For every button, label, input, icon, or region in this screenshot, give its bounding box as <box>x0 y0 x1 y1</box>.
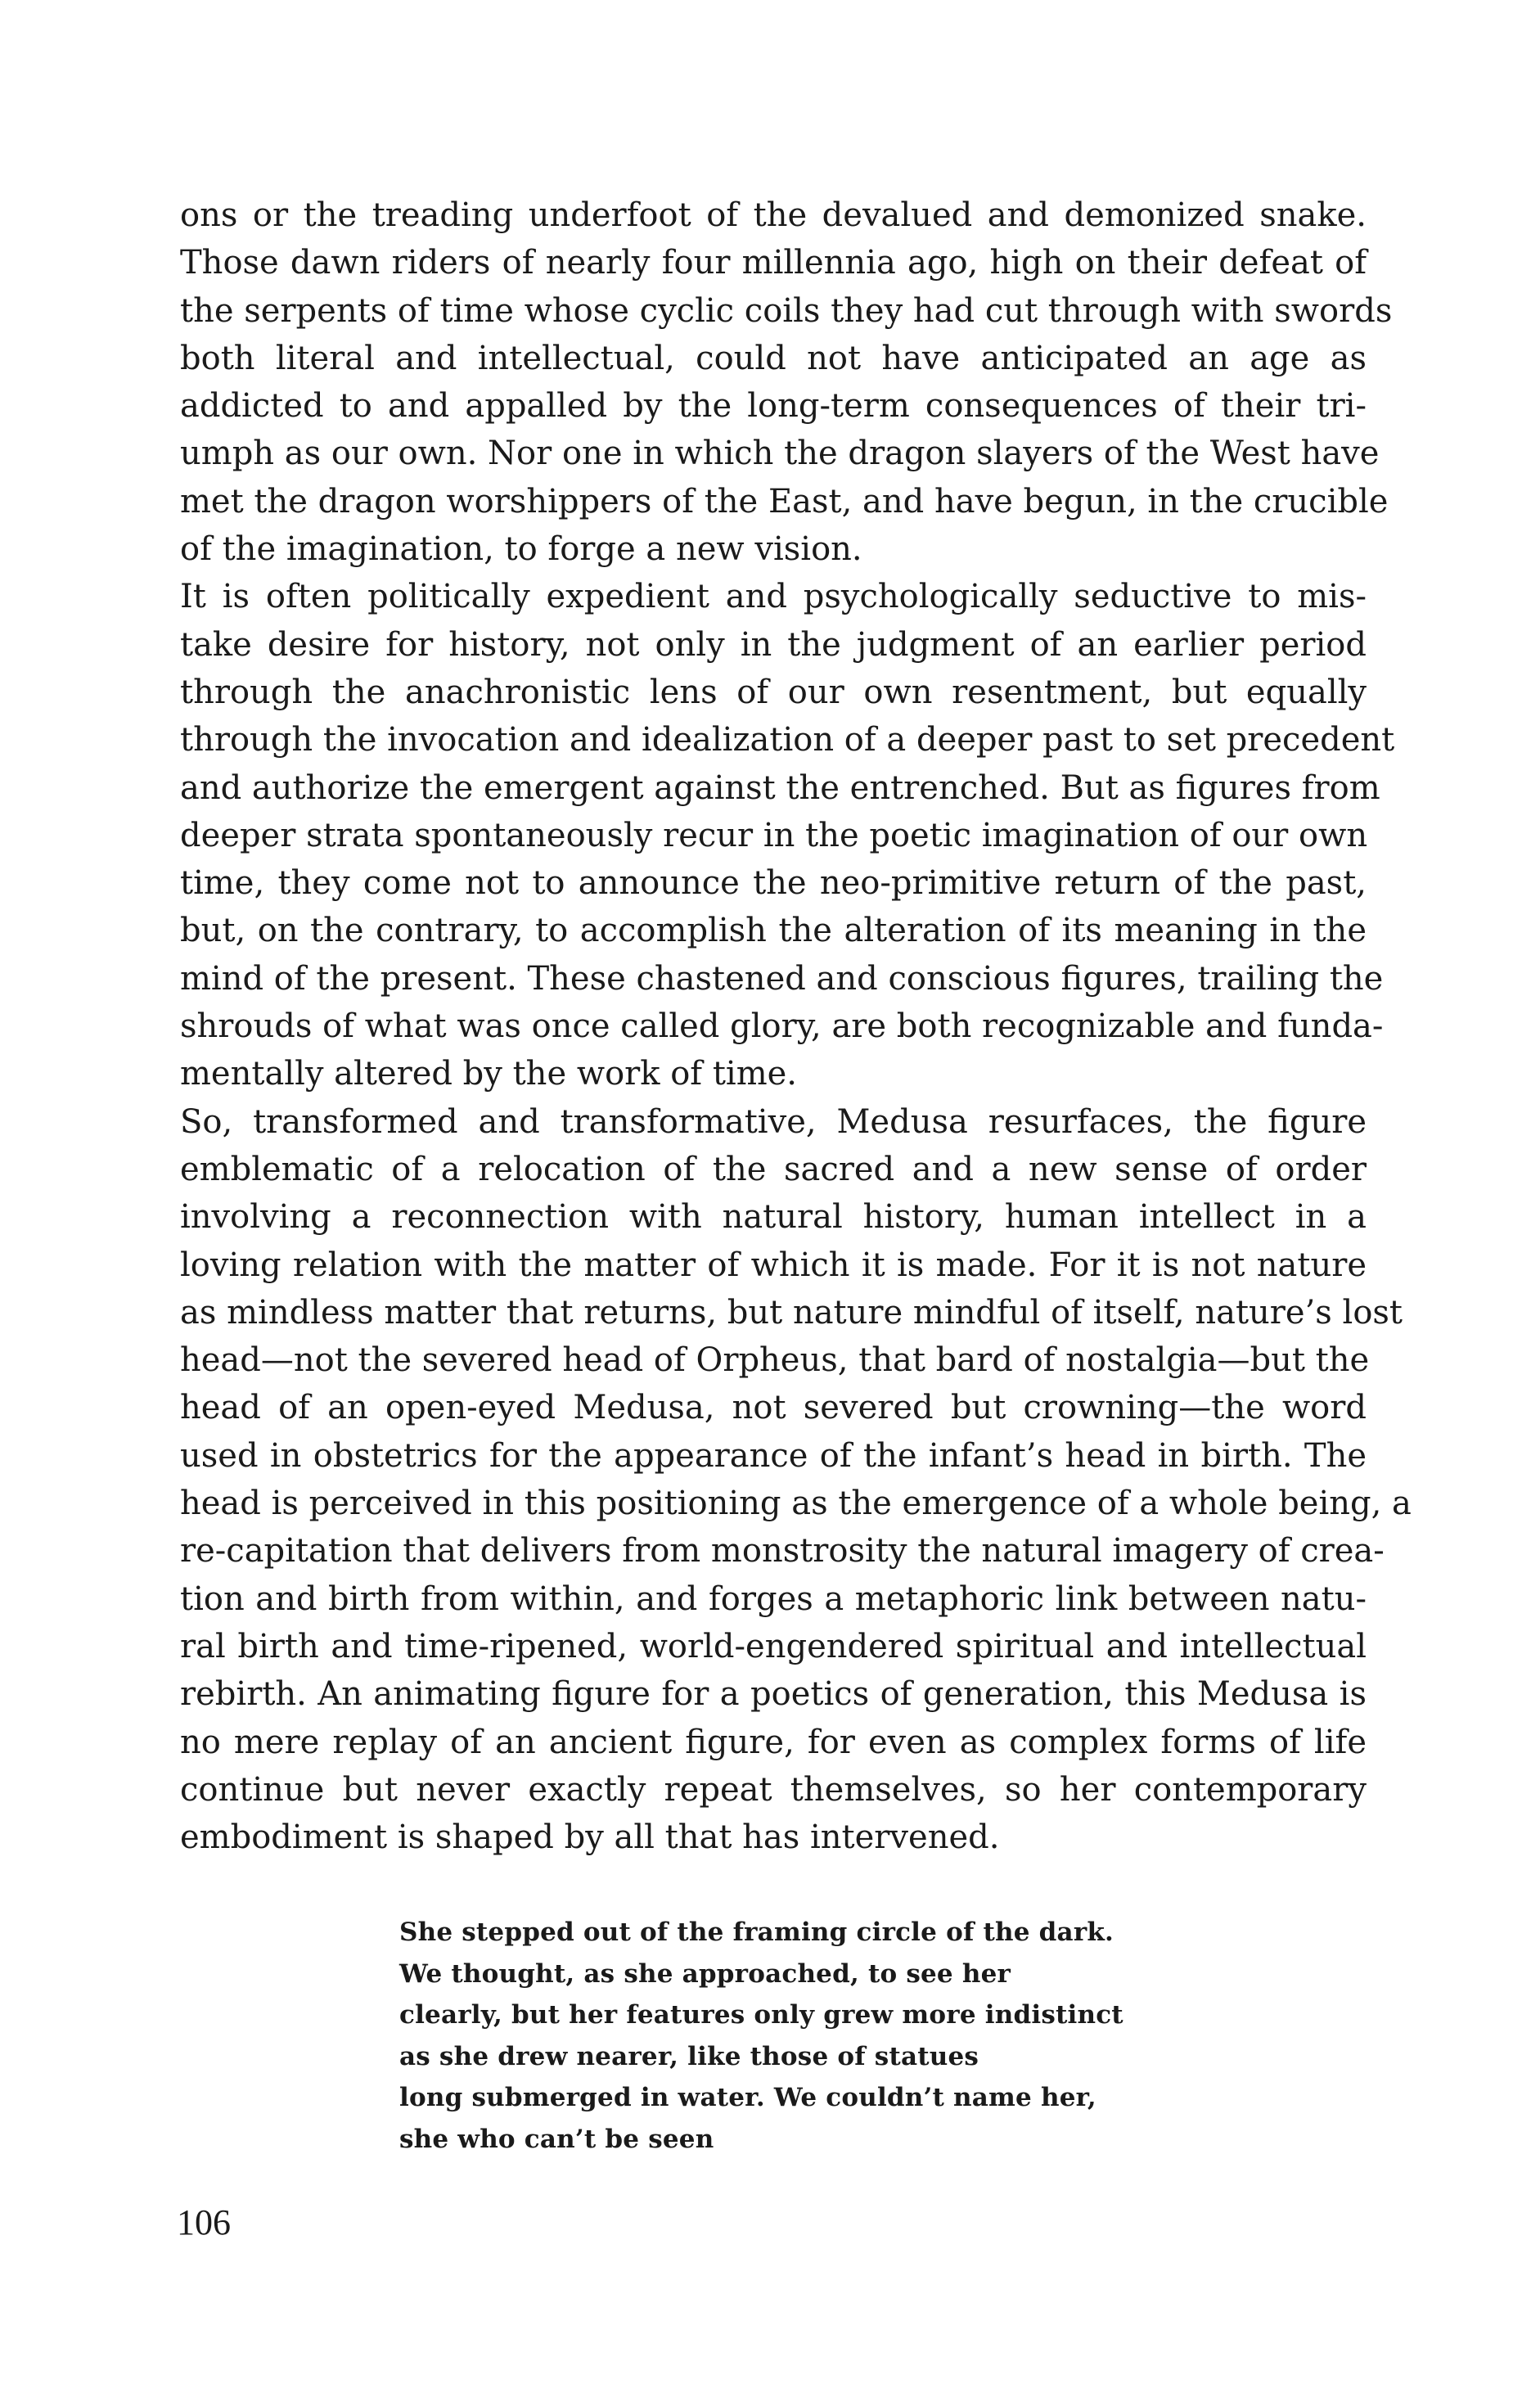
body-line: met the dragon worshippers of the East, and have begun, in the crucible <box>180 482 1389 521</box>
poem-line: she who can’t be seen <box>399 2124 714 2154</box>
page-number: 106 <box>177 2202 231 2242</box>
body-line: tion and birth from within, and forges a metaphoric link between natu- <box>180 1580 1367 1618</box>
body-line: but, on the contrary, to accomplish the alteration of its meaning in the <box>180 912 1367 950</box>
body-line: Those dawn riders of nearly four millennia ago, high on their defeat of <box>180 244 1367 282</box>
body-line: mind of the present. These chastened and conscious figures, trailing the <box>180 959 1384 998</box>
body-line: mentally altered by the work of time. <box>180 1055 798 1093</box>
poem-line: long submerged in water. We couldn’t name her, <box>399 2083 1096 2112</box>
body-line: addicted to and appalled by the long-term consequences of their tri- <box>180 387 1367 426</box>
paragraph-start: So, transformed and transformative, Medusa resurfaces, the figure <box>180 1102 1367 1141</box>
body-line: involving a reconnection with natural history, human intellect in a <box>180 1198 1367 1237</box>
body-line: rebirth. An animating figure for a poetics of generation, this Medusa is <box>180 1675 1367 1714</box>
body-line: loving relation with the matter of which it is made. For it is not nature <box>180 1246 1367 1284</box>
body-line: no mere replay of an ancient figure, for even as complex forms of life <box>180 1723 1367 1761</box>
poem-line: as she drew nearer, like those of statues <box>399 2041 979 2071</box>
body-line: both literal and intellectual, could not have anticipated an age as <box>180 339 1367 377</box>
body-line: deeper strata spontaneously recur in the poetic imagination of our own <box>180 816 1368 854</box>
poem-excerpt <box>399 1912 1218 2160</box>
body-line: re-capitation that delivers from monstrosity the natural imagery of crea- <box>180 1532 1385 1571</box>
body-line: continue but never exactly repeat themselves, so her contemporary <box>180 1770 1367 1809</box>
body-line: through the invocation and idealization of a deeper past to set precedent <box>180 721 1395 759</box>
body-line: head is perceived in this positioning as the emergence of a whole being, a <box>180 1485 1412 1523</box>
body-line: of the imagination, to forge a new vision. <box>180 530 862 569</box>
body-line: head of an open-eyed Medusa, not severed but crowning—the word <box>180 1389 1367 1427</box>
body-line: take desire for history, not only in the judgment of an earlier period <box>180 625 1367 664</box>
body-line: through the anachronistic lens of our own resentment, but equally <box>180 673 1367 711</box>
body-line: embodiment is shaped by all that has intervened. <box>180 1818 1000 1857</box>
poem-line: clearly, but her features only grew more indistinct <box>399 2000 1123 2030</box>
body-line: shrouds of what was once called glory, are both recognizable and funda- <box>180 1007 1384 1046</box>
body-line: used in obstetrics for the appearance of the infant’s head in birth. The <box>180 1436 1367 1475</box>
body-line: umph as our own. Nor one in which the dragon slayers of the West have <box>180 435 1380 473</box>
poem-line: She stepped out of the framing circle of the dark. <box>399 1918 1114 1947</box>
body-line: head—not the severed head of Orpheus, that bard of nostalgia—but the <box>180 1341 1370 1380</box>
poem-line: We thought, as she approached, to see her <box>399 1958 1011 1989</box>
body-text <box>180 192 1412 1861</box>
body-line: ral birth and time-ripened, world-engendered spiritual and intellectual <box>180 1627 1367 1665</box>
body-line: the serpents of time whose cyclic coils they had cut through with swords <box>180 291 1393 330</box>
body-line: and authorize the emergent against the entrenched. But as figures from <box>180 768 1380 807</box>
body-line: time, they come not to announce the neo-primitive return of the past, <box>180 864 1367 903</box>
body-line: as mindless matter that returns, but nature mindful of itself, nature’s lost <box>180 1293 1403 1332</box>
paragraph-start: It is often politically expedient and psychologically seductive to mis- <box>180 578 1367 616</box>
body-line: emblematic of a relocation of the sacred and a new sense of order <box>180 1150 1367 1188</box>
body-line: ons or the treading underfoot of the devalued and demonized snake. <box>180 196 1367 234</box>
